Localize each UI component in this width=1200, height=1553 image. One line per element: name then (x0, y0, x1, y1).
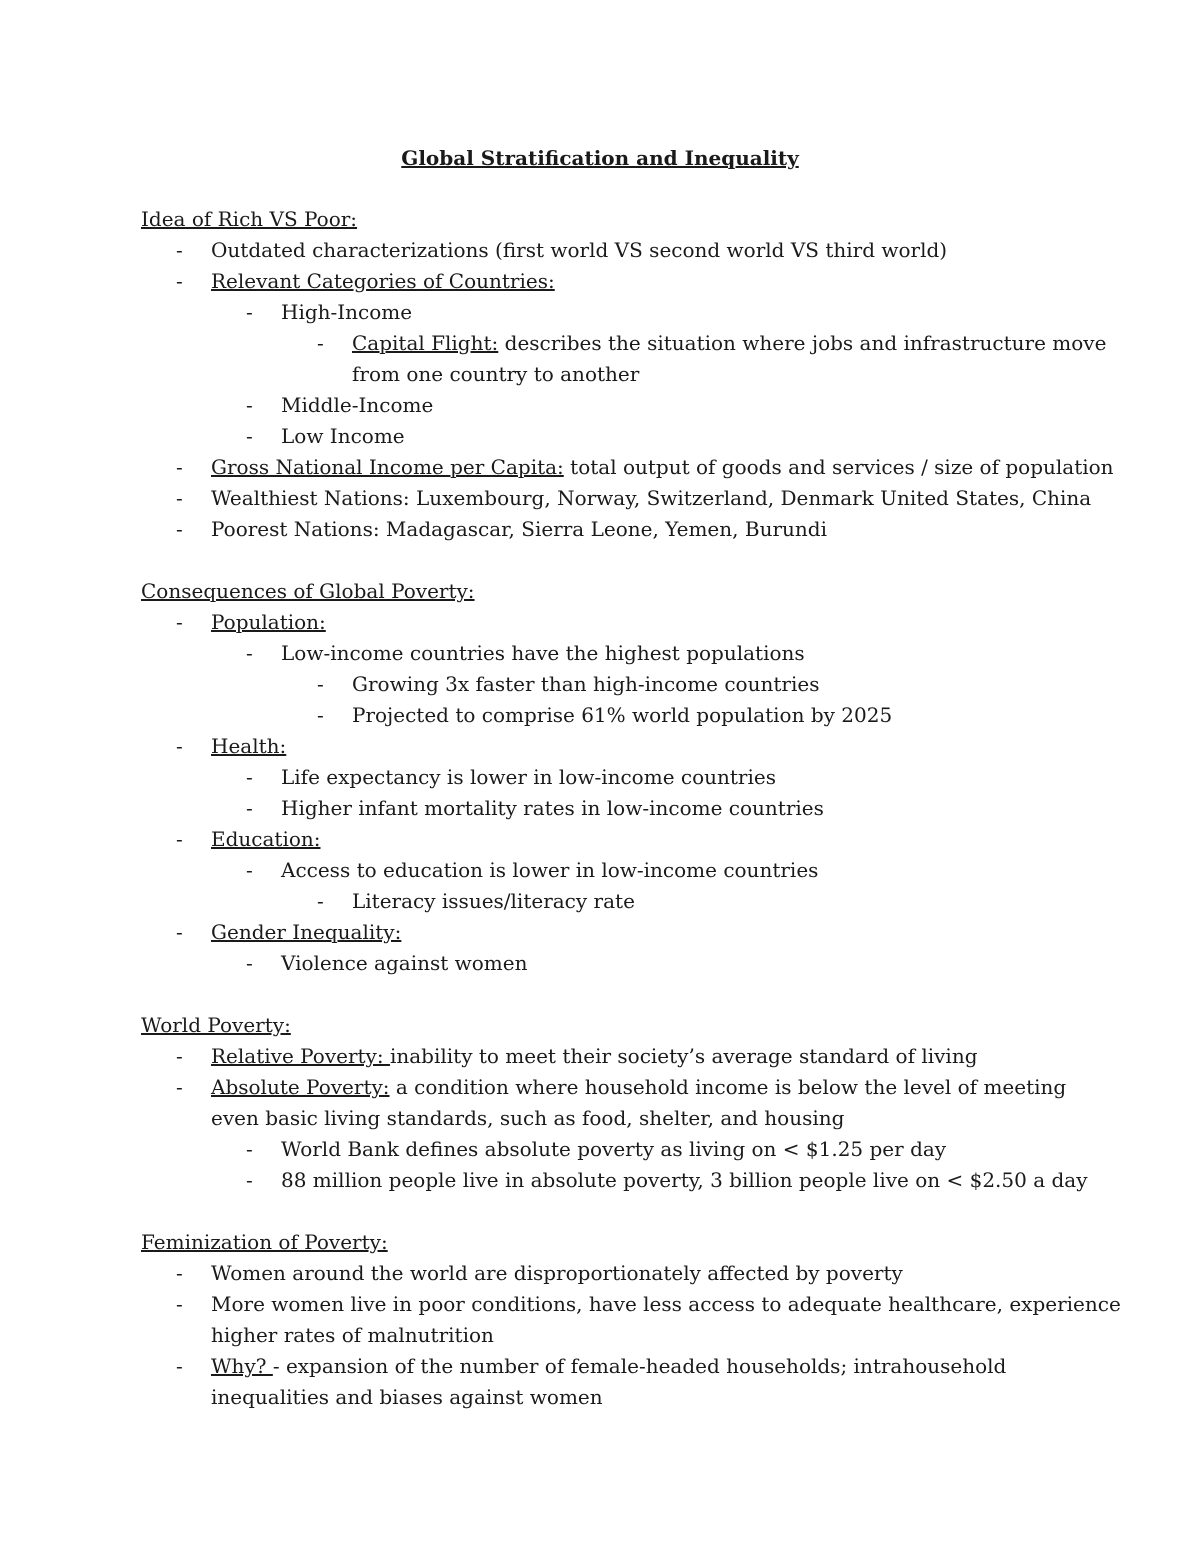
list-item (211, 1042, 978, 1070)
list-item (281, 298, 412, 326)
list-item (211, 1290, 1121, 1318)
item-text: Poorest Nations: Madagascar, Sierra Leone, Yemen, Burundi (211, 517, 827, 541)
item-text: Access to education is lower in low-income countries (281, 858, 819, 882)
item-text: World Bank defines absolute poverty as living on < $1.25 per day (281, 1137, 947, 1161)
list-item (281, 639, 805, 667)
list-item-continuation (211, 1104, 844, 1132)
bullet-dash: - (176, 1292, 183, 1316)
term-label: Population: (211, 610, 326, 634)
list-item-continuation (211, 1383, 603, 1411)
bullet-dash: - (246, 765, 253, 789)
item-text: Outdated characterizations (first world VS second world VS third world) (211, 238, 948, 262)
bullet-dash: - (176, 1354, 183, 1378)
bullet-dash: - (176, 827, 183, 851)
item-text: Projected to comprise 61% world population by 2025 (352, 703, 893, 727)
item-text: Literacy issues/literacy rate (352, 889, 635, 913)
list-item (211, 1352, 1006, 1380)
bullet-dash: - (246, 858, 253, 882)
bullet-dash: - (176, 486, 183, 510)
bullet-dash: - (176, 920, 183, 944)
bullet-dash: - (317, 331, 324, 355)
list-item (211, 1073, 1066, 1101)
item-text: - expansion of the number of female-headed households; intrahousehold (272, 1354, 1007, 1378)
bullet-dash: - (246, 424, 253, 448)
section-heading: Idea of Rich VS Poor: (141, 207, 358, 231)
term-label: Gender Inequality: (211, 920, 402, 944)
bullet-dash: - (246, 300, 253, 324)
item-text: total output of goods and services / size of population (563, 455, 1114, 479)
list-item (352, 670, 819, 698)
bullet-dash: - (176, 734, 183, 758)
list-item (281, 856, 818, 884)
list-item (352, 887, 635, 915)
bullet-dash: - (176, 455, 183, 479)
list-item (281, 763, 776, 791)
page-title: Global Stratification and Inequality (401, 146, 799, 170)
term-label: Education: (211, 827, 321, 851)
list-item (211, 236, 947, 264)
list-item (281, 949, 527, 977)
item-text: Low Income (281, 424, 405, 448)
section-heading: Consequences of Global Poverty: (141, 579, 475, 603)
bullet-dash: - (176, 238, 183, 262)
bullet-dash: - (317, 672, 324, 696)
item-text: Higher infant mortality rates in low-income countries (281, 796, 824, 820)
item-text: Wealthiest Nations: Luxembourg, Norway, Switzerland, Denmark United States, China (211, 486, 1092, 510)
item-text: inequalities and biases against women (211, 1385, 603, 1409)
bullet-dash: - (317, 889, 324, 913)
bullet-dash: - (176, 517, 183, 541)
term-label: Relevant Categories of Countries: (211, 269, 555, 293)
bullet-dash: - (176, 269, 183, 293)
list-item (211, 484, 1091, 512)
term-label: Gross National Income per Capita: (211, 455, 564, 479)
term-label: Relative Poverty: (211, 1044, 390, 1068)
item-text: Violence against women (281, 951, 528, 975)
item-text: from one country to another (352, 362, 640, 386)
bullet-dash: - (246, 641, 253, 665)
item-text: describes the situation where jobs and infrastructure move (498, 331, 1107, 355)
term-label: Why? (211, 1354, 273, 1378)
term-label: Capital Flight: (352, 331, 499, 355)
bullet-dash: - (176, 1044, 183, 1068)
item-text: More women live in poor conditions, have less access to adequate healthcare, experience (211, 1292, 1121, 1316)
item-text: High-Income (281, 300, 413, 324)
item-text: inability to meet their society’s average standard of living (389, 1044, 978, 1068)
bullet-dash: - (176, 1261, 183, 1285)
item-text: higher rates of malnutrition (211, 1323, 494, 1347)
bullet-dash: - (246, 1168, 253, 1192)
list-item (211, 1259, 903, 1287)
list-item (211, 515, 827, 543)
list-item-continuation (211, 1321, 494, 1349)
item-text: a condition where household income is below the level of meeting (389, 1075, 1067, 1099)
item-text: Life expectancy is lower in low-income countries (281, 765, 776, 789)
list-item (352, 329, 1106, 357)
list-item (352, 701, 892, 729)
list-item (211, 918, 401, 946)
bullet-dash: - (246, 393, 253, 417)
list-item (281, 391, 433, 419)
list-item (281, 794, 824, 822)
list-item-continuation (352, 360, 639, 388)
item-text: even basic living standards, such as food, shelter, and housing (211, 1106, 845, 1130)
term-label: Absolute Poverty: (211, 1075, 390, 1099)
list-item (211, 267, 555, 295)
list-item (281, 422, 405, 450)
item-text: Women around the world are disproportionately affected by poverty (211, 1261, 903, 1285)
list-item (281, 1166, 1088, 1194)
bullet-dash: - (246, 951, 253, 975)
item-text: 88 million people live in absolute poverty, 3 billion people live on < $2.50 a day (281, 1168, 1088, 1192)
bullet-dash: - (176, 1075, 183, 1099)
section-heading: Feminization of Poverty: (141, 1230, 388, 1254)
section-heading: World Poverty: (141, 1013, 291, 1037)
bullet-dash: - (246, 1137, 253, 1161)
list-item (211, 453, 1114, 481)
bullet-dash: - (246, 796, 253, 820)
list-item (211, 825, 321, 853)
bullet-dash: - (317, 703, 324, 727)
item-text: Low-income countries have the highest populations (281, 641, 805, 665)
term-label: Health: (211, 734, 287, 758)
item-text: Growing 3x faster than high-income countries (352, 672, 820, 696)
list-item (211, 608, 326, 636)
list-item (211, 732, 286, 760)
item-text: Middle-Income (281, 393, 434, 417)
bullet-dash: - (176, 610, 183, 634)
list-item (281, 1135, 946, 1163)
